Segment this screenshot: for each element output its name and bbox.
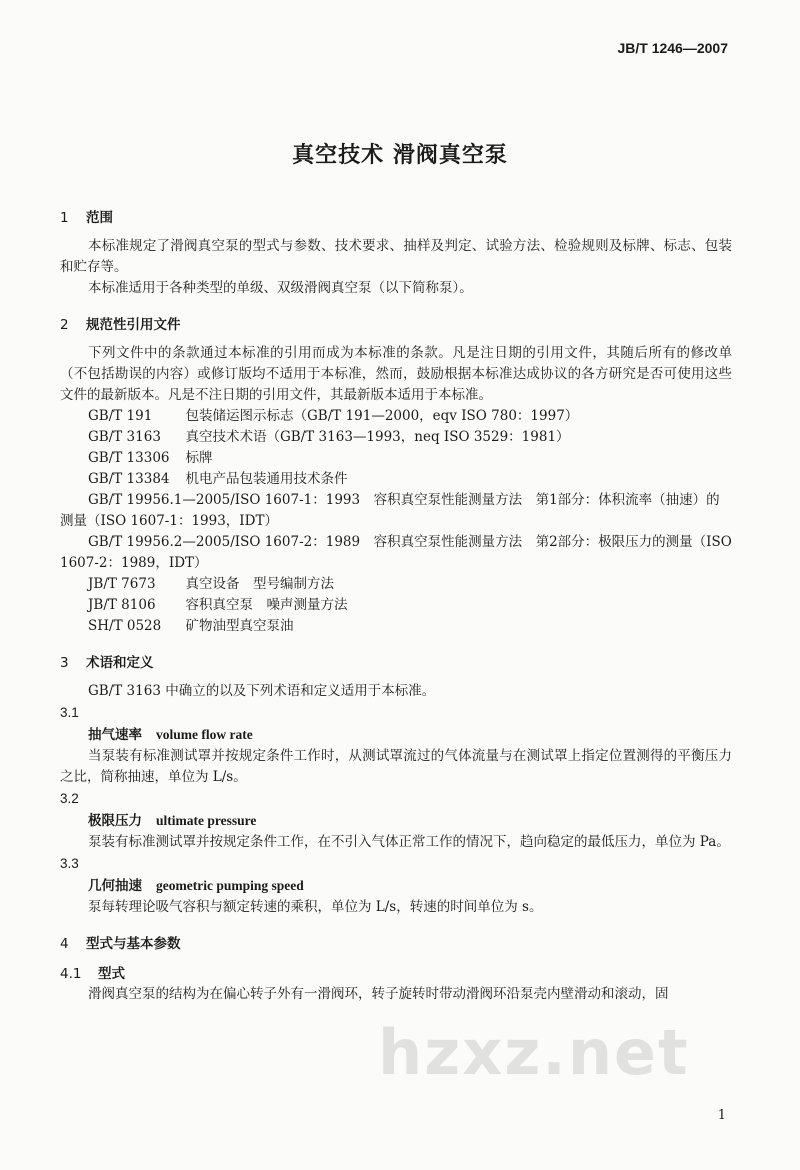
section-1-heading [60, 206, 732, 226]
reference-item: GB/T 13306 标牌 [88, 450, 213, 466]
reference-item: GB/T 19956.2—2005/ISO 1607-2：1989 容积真空泵性能测量方法 第2部分：极限压力的测量（ISO 1607-2：1989，IDT） [60, 534, 732, 571]
section-2-heading [60, 313, 732, 333]
term-number: 3.2 [60, 791, 79, 806]
paragraph: 本标准规定了滑阀真空泵的型式与参数、技术要求、抽样及判定、试验方法、检验规则及标牌、标志、包装和贮存等。 [60, 238, 732, 275]
section-number: 3 [60, 655, 69, 671]
section-number: 2 [60, 317, 69, 333]
reference-item: JB/T 7673 真空设备 型号编制方法 [88, 576, 334, 592]
term-definition: 当泵装有标准测试罩并按规定条件工作时，从测试罩流过的气体流量与在测试罩上指定位置测得的平衡压力之比，简称抽速，单位为 L/s。 [60, 748, 732, 785]
page-number: 1 [717, 1108, 726, 1123]
paragraph: 本标准适用于各种类型的单级、双级滑阀真空泵（以下简称泵）。 [88, 280, 473, 296]
section-3-heading [60, 651, 732, 671]
watermark: hzxz.net [378, 1016, 690, 1089]
paragraph: GB/T 3163 中确立的以及下列术语和定义适用于本标准。 [88, 683, 436, 699]
term-number: 3.3 [60, 856, 79, 871]
reference-item: GB/T 13384 机电产品包装通用技术条件 [88, 471, 348, 487]
reference-item: GB/T 19956.1—2005/ISO 1607-1：1993 容积真空泵性能测量方法 第1部分：体积流率（抽速）的测量（ISO 1607-1：1993，IDT） [60, 492, 720, 529]
reference-item: GB/T 191 包装储运图示标志（GB/T 191—2000，eqv ISO 780：1997） [88, 408, 579, 424]
document-body [60, 206, 732, 1005]
reference-item: GB/T 3163 真空技术术语（GB/T 3163—1993，neq ISO 3529：1981） [88, 429, 570, 445]
term-definition: 泵每转理论吸气容积与额定转速的乘积，单位为 L/s，转速的时间单位为 s。 [88, 899, 543, 915]
standard-code: JB/T 1246—2007 [617, 40, 728, 56]
section-number: 4 [60, 936, 69, 952]
section-4-heading [60, 932, 732, 952]
subsection-4-1-heading: 4.1 型式 [60, 966, 125, 982]
paragraph: 下列文件中的条款通过本标准的引用而成为本标准的条款。凡是注日期的引用文件，其随后所有的修改单（不包括勘误的内容）或修订版均不适用于本标准，然而，鼓励根据本标准达成协议的各方研究是否可使用这些文件的最新版本。凡是不注日期的引用文件，其最新版本适用于本标准。 [60, 345, 732, 403]
section-title: 术语和定义 [86, 655, 154, 671]
term-number: 3.1 [60, 705, 79, 720]
section-number: 1 [60, 210, 69, 226]
term-name: 极限压力 ultimate pressure [88, 813, 257, 829]
section-title: 范围 [86, 210, 113, 226]
document-title: 真空技术 滑阀真空泵 [292, 143, 508, 168]
section-title: 型式与基本参数 [86, 936, 181, 952]
reference-item: SH/T 0528 矿物油型真空泵油 [88, 618, 294, 634]
reference-item: JB/T 8106 容积真空泵 噪声测量方法 [88, 597, 348, 613]
section-title: 规范性引用文件 [86, 317, 181, 333]
term-definition: 泵装有标准测试罩并按规定条件工作，在不引入气体正常工作的情况下，趋向稳定的最低压力，单位为 Pa。 [88, 834, 730, 850]
term-name: 几何抽速 geometric pumping speed [88, 878, 304, 894]
term-name: 抽气速率 volume flow rate [88, 727, 253, 743]
paragraph: 滑阀真空泵的结构为在偏心转子外有一滑阀环，转子旋转时带动滑阀环沿泵壳内壁滑动和滚动，固 [88, 986, 669, 1002]
